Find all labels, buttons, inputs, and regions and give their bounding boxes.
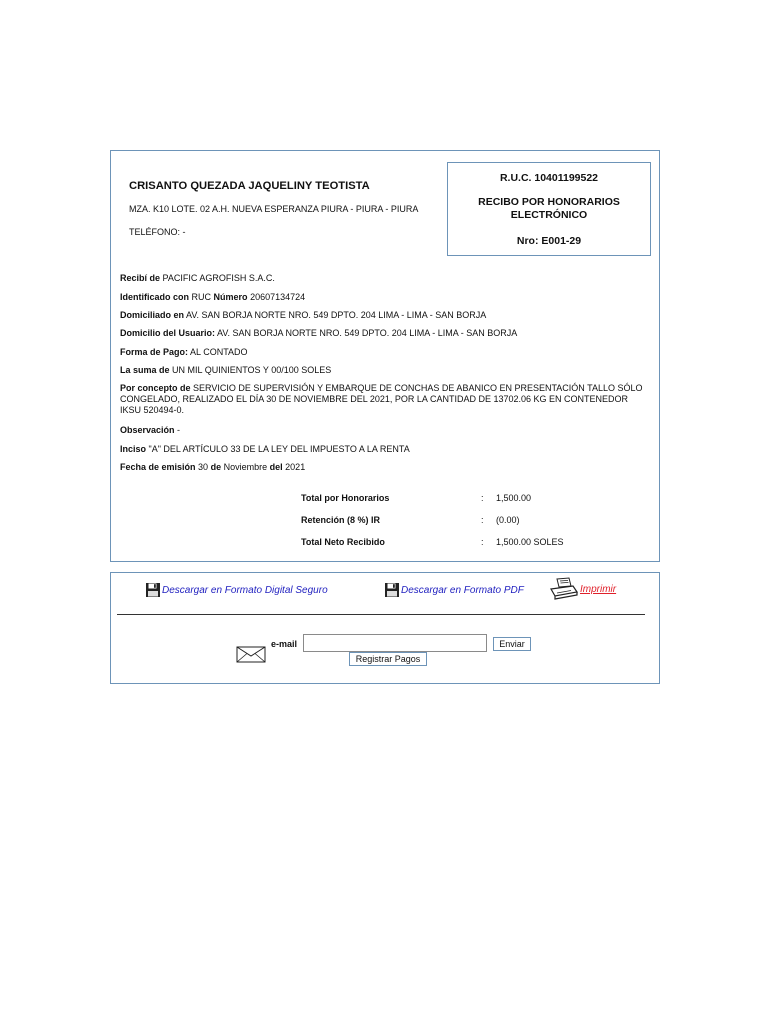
issue-date [120,462,650,473]
retencion-value: (0.00) [496,515,520,525]
issuer-name: CRISANTO QUEZADA JAQUELINY TEOTISTA [129,180,370,192]
ruc-number: R.U.C. 10401199522 [499,172,599,184]
ruc-box [447,162,651,256]
payment-method-value: AL CONTADO [190,347,248,357]
received-from-label: Recibí de [120,273,161,283]
received-from-value: PACIFIC AGROFISH S.A.C. [162,273,275,283]
amount-in-words [120,365,650,376]
concept [120,383,650,416]
payment-method-label: Forma de Pago: [120,347,189,357]
print-label: Imprimir [580,583,617,595]
payment-method [120,347,650,358]
user-domicile [120,328,650,339]
download-pdf-label: Descargar en Formato PDF [401,584,524,596]
inciso [120,444,650,455]
issue-date-month: Noviembre [223,462,268,472]
issuer-phone: TELÉFONO: - [129,227,186,237]
issue-date-year: 2021 [285,462,306,472]
retencion-label: Retención (8 %) IR [301,515,381,525]
document-type: RECIBO POR HONORARIOS ELECTRÓNICO [478,196,620,221]
identification-label: Identificado con [120,292,190,302]
download-secure-label: Descargar en Formato Digital Seguro [162,584,328,596]
identification-type: RUC [191,292,212,302]
concept-value: SERVICIO DE SUPERVISIÓN Y EMBARQUE DE CONCHAS DE ABANICO EN PRESENTACIÓN TALLO SÓLO CONGELADO, REALIZADO EL DÍA 30 DE NOVIEMBRE DEL 2021, POR LA CANTIDAD DE 13702.06 KG EN CONTENEDOR IKSU 520494-0. [120,383,643,415]
receipt-panel [110,150,660,562]
email-input[interactable] [303,634,487,652]
user-domicile-value: AV. SAN BORJA NORTE NRO. 549 DPTO. 204 LIMA - LIMA - SAN BORJA [217,328,518,338]
total-neto-label: Total Neto Recibido [301,537,385,547]
email-label: e-mail [271,639,298,649]
document-number: Nro: E001-29 [516,235,582,247]
total-neto-colon: : [481,537,484,547]
actions-panel [110,572,660,684]
domicile-label: Domiciliado en [120,310,185,320]
envelope-icon [236,646,266,663]
domicile [120,310,650,321]
amount-in-words-label: La suma de [120,365,170,375]
identification [120,292,650,303]
received-from [120,273,650,284]
issue-date-day: 30 [198,462,209,472]
identification-number: 20607134724 [250,292,306,302]
concept-label: Por concepto de [120,383,191,393]
retencion-colon: : [481,515,484,525]
user-domicile-label: Domicilio del Usuario: [120,328,216,338]
amount-in-words-value: UN MIL QUINIENTOS Y 00/100 SOLES [172,365,332,375]
floppy-disk-icon [145,582,161,598]
issue-date-label: Fecha de emisión [120,462,196,472]
issuer-address: MZA. K10 LOTE. 02 A.H. NUEVA ESPERANZA PIURA - PIURA - PIURA [129,204,419,214]
inciso-value: "A" DEL ARTÍCULO 33 DE LA LEY DEL IMPUESTO A LA RENTA [148,444,410,454]
send-button[interactable]: Enviar [493,637,531,651]
total-neto-value: 1,500.00 SOLES [496,537,564,547]
download-secure-link[interactable] [145,582,328,598]
issue-date-de: de [210,462,222,472]
total-label: Total por Honorarios [301,493,390,503]
download-pdf-link[interactable] [384,582,524,598]
observation [120,425,650,436]
register-payments-button[interactable]: Registrar Pagos [349,652,427,666]
total-value: 1,500.00 [496,493,532,503]
floppy-disk-icon [384,582,400,598]
divider [117,614,645,615]
observation-label: Observación [120,425,175,435]
inciso-label: Inciso [120,444,147,454]
identification-number-label: Número [213,292,248,302]
issue-date-del: del [269,462,283,472]
print-link[interactable] [549,577,616,601]
printer-icon [549,577,579,601]
observation-value: - [177,425,181,435]
domicile-value: AV. SAN BORJA NORTE NRO. 549 DPTO. 204 LIMA - LIMA - SAN BORJA [186,310,487,320]
total-colon: : [481,493,484,503]
